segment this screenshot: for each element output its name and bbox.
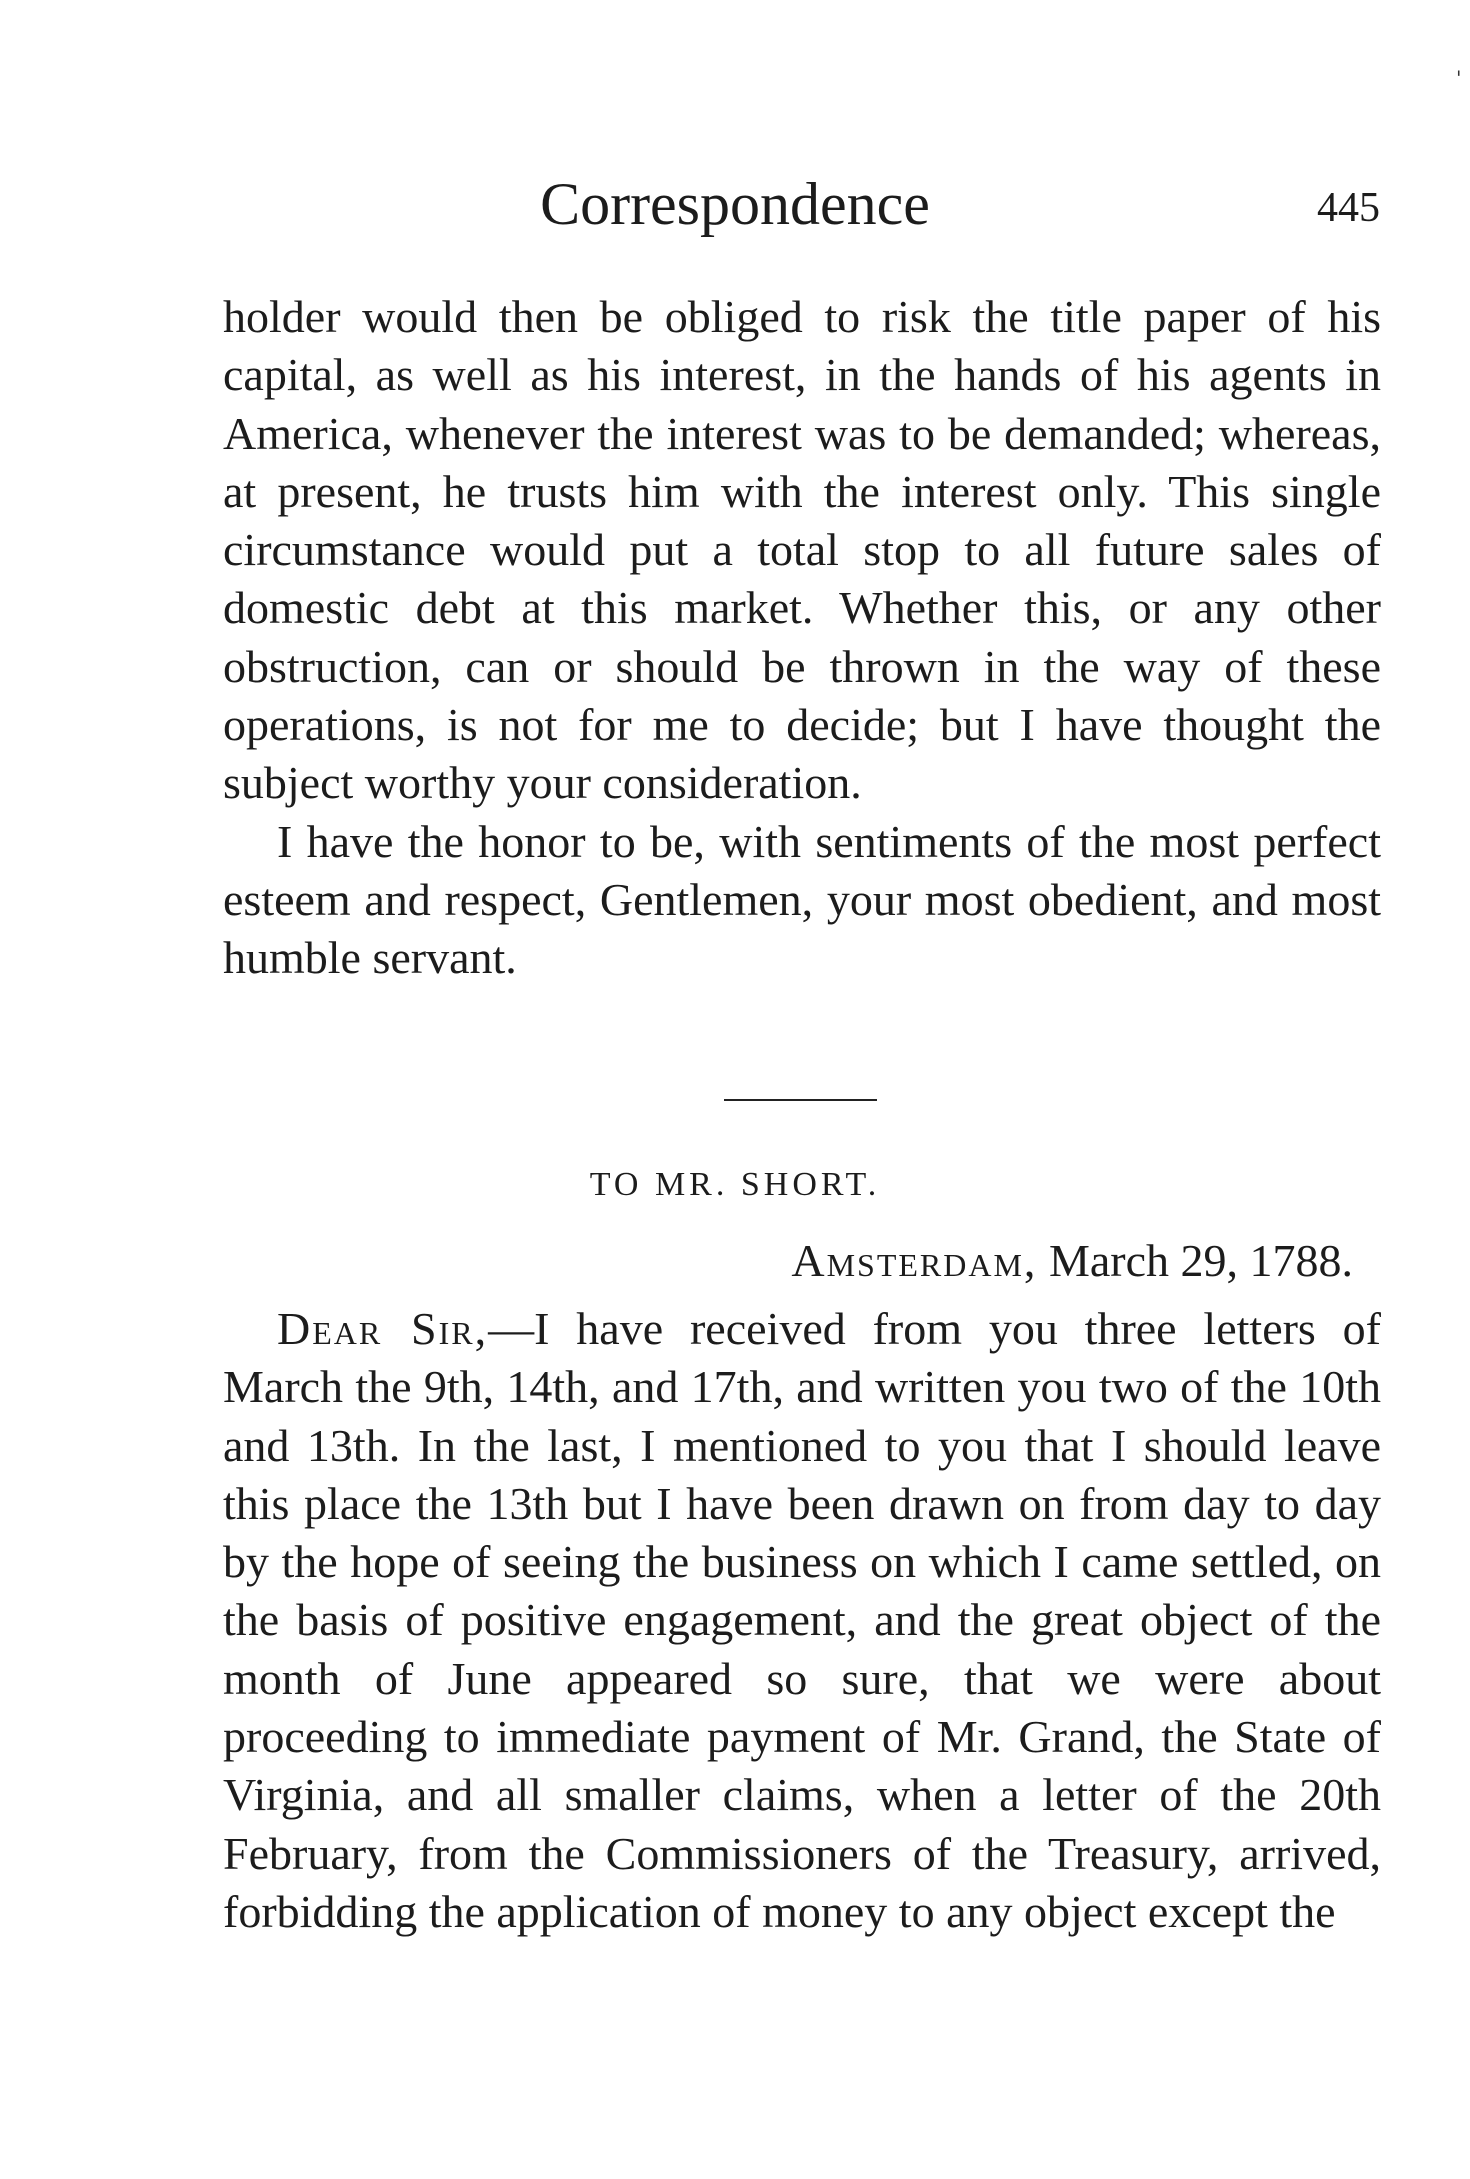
- paragraph: holder would then be obliged to risk the title paper of his capital, as well as his interest, in the hands of his agents in America, whenever the interest was to be demanded; whereas, at present, he trusts him with the interest only. This single circumstance would put a total stop to all future sales of domestic debt at this market. Whether this, or any other obstruction, can or should be thrown in the way of these operations, is not for me to decide; but I have thought the subject worthy your consideration.: [223, 291, 1381, 809]
- letter-text: —I have received from you three letters of March the 9th, 14th, and 17th, and written you two of the 10th and 13th. In the last, I mentioned to you that I should leave this place the 13th but I have been drawn on from day to day by the hope of seeing the business on which I came settled, on the basis of positive engagement, and the great object of the month of June appeared so sure, that we were about proceeding to immediate payment of Mr. Grand, the State of Virginia, and all smaller claims, when a letter of the 20th February, from the Commissioners of the Treasury, arrived, forbidding the application of money to any object except the: [223, 1303, 1381, 1937]
- letter-heading: TO MR. SHORT.: [589, 1166, 881, 1203]
- page-number: 445: [1317, 185, 1380, 231]
- running-title: Correspondence: [540, 171, 930, 237]
- corner-mark: ': [1456, 66, 1462, 90]
- closing-paragraph: I have the honor to be, with sentiments of the most perfect esteem and respect, Gentlemen, your most obedient, and most humble servant.: [223, 815, 1381, 984]
- section-divider: [724, 1099, 877, 1101]
- dateline: [791, 1234, 1353, 1287]
- continued-letter: [223, 288, 1381, 988]
- letter-body: [223, 1300, 1381, 1941]
- salutation: Dear Sir,: [277, 1303, 489, 1354]
- letter-paragraph: [223, 1300, 1381, 1941]
- dateline-date: March 29, 1788.: [1048, 1235, 1353, 1286]
- dateline-place: Amsterdam,: [791, 1235, 1038, 1286]
